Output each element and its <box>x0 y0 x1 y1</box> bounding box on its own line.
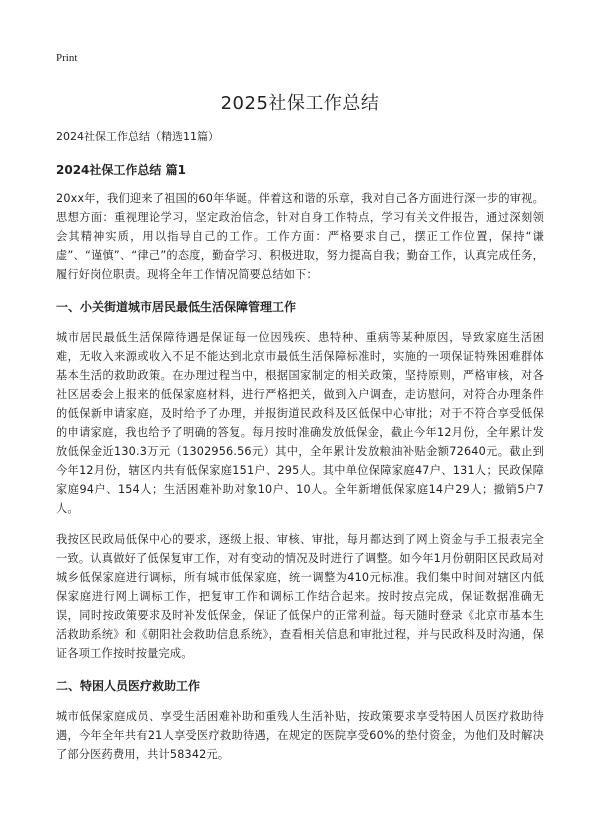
section-heading-1: 一、小关街道城市居民最低生活保障管理工作 <box>56 300 297 314</box>
section2-paragraph-1: 城市低保家庭成员、享受生活困难补助和重残人生活补贴，按政策要求享受特困人员医疗救助待遇，今年全年共有21人享受医疗救助待遇，在规定的医院享受60%的垫付资金，为他们及时解决了部分医药费用，共计58342元。 <box>56 710 544 761</box>
document-subtitle: 2024社保工作总结（精选11篇） <box>56 130 219 143</box>
page-title: 2025社保工作总结 <box>220 93 380 114</box>
print-link[interactable]: Print <box>56 52 78 64</box>
section1-paragraph-1: 城市居民最低生活保障待遇是保证每一位因残疾、患特种、重病等某种原因，导致家庭生活困难，无收入来源或收入不足不能达到北京市最低生活保障标准时，实施的一项保证特殊困难群体基本生活的救助政策。在办理过程当中，根据国家制定的相关政策，坚持原则，严格审核，对各社区居委会上报来的低保家庭材料，进行严格把关，做到入户调查，走访慰问，对符合办理条件的低保新申请家庭，及时给予了办理，并报街道民政科及区低保中心审批；对于不符合享受低保的申请家庭，我也给予了明确的答复。每月按时准确发放低保金，截止今年12月份，全年累计发放低保金近130.3万元（1302956.56元）其中，全年累计发放粮油补贴金额72640元。截止到今年12月份，辖区内共有低保家庭151户、295人。其中单位保障家庭47户、131人；民政保障家庭94户、154人；生活困难补助对象10户、10人。全年新增低保家庭14户29人；撤销5户7人。 <box>56 331 544 515</box>
intro-paragraph: 20xx年，我们迎来了祖国的60年华诞。伴着这和谐的乐章，我对自己各方面进行深一步的审视。思想方面：重视理论学习，坚定政治信念，针对自身工作特点，学习有关文件报告，通过深刻领会其精神实质，用以指导自己的工作。工作方面：严格要求自己，摆正工作位置，保持“谦虚”、“谨慎”、“律己”的态度，勤奋学习、积极进取，努力提高自我；勤奋工作，认真完成任务，履行好岗位职责。现将全年工作情况简要总结如下： <box>56 192 544 281</box>
section1-paragraph-2: 我按区民政局低保中心的要求，逐级上报、审核、审批，每月都达到了网上资金与手工报表完全一致。认真做好了低保复审工作，对有变动的情况及时进行了调整。如今年1月份朝阳区民政局对城乡低保家庭进行调标，所有城市低保家庭，统一调整为410元标准。我们集中时间对辖区内低保家庭进行网上调标工作，把复审工作和调标工作结合起来。按时按点完成，保证数据准确无误，同时按政策要求及时补发低保金，保证了低保户的正常利益。每天随时登录《北京市基本生活救助系统》和《朝阳社会救助信息系统》，查看相关信息和审批过程，并与民政科及时沟通，保证各项工作按时按量完成。 <box>56 533 544 660</box>
section-heading-2: 二、特困人员医疗救助工作 <box>56 679 201 693</box>
article-heading: 2024社保工作总结 篇1 <box>56 163 186 177</box>
